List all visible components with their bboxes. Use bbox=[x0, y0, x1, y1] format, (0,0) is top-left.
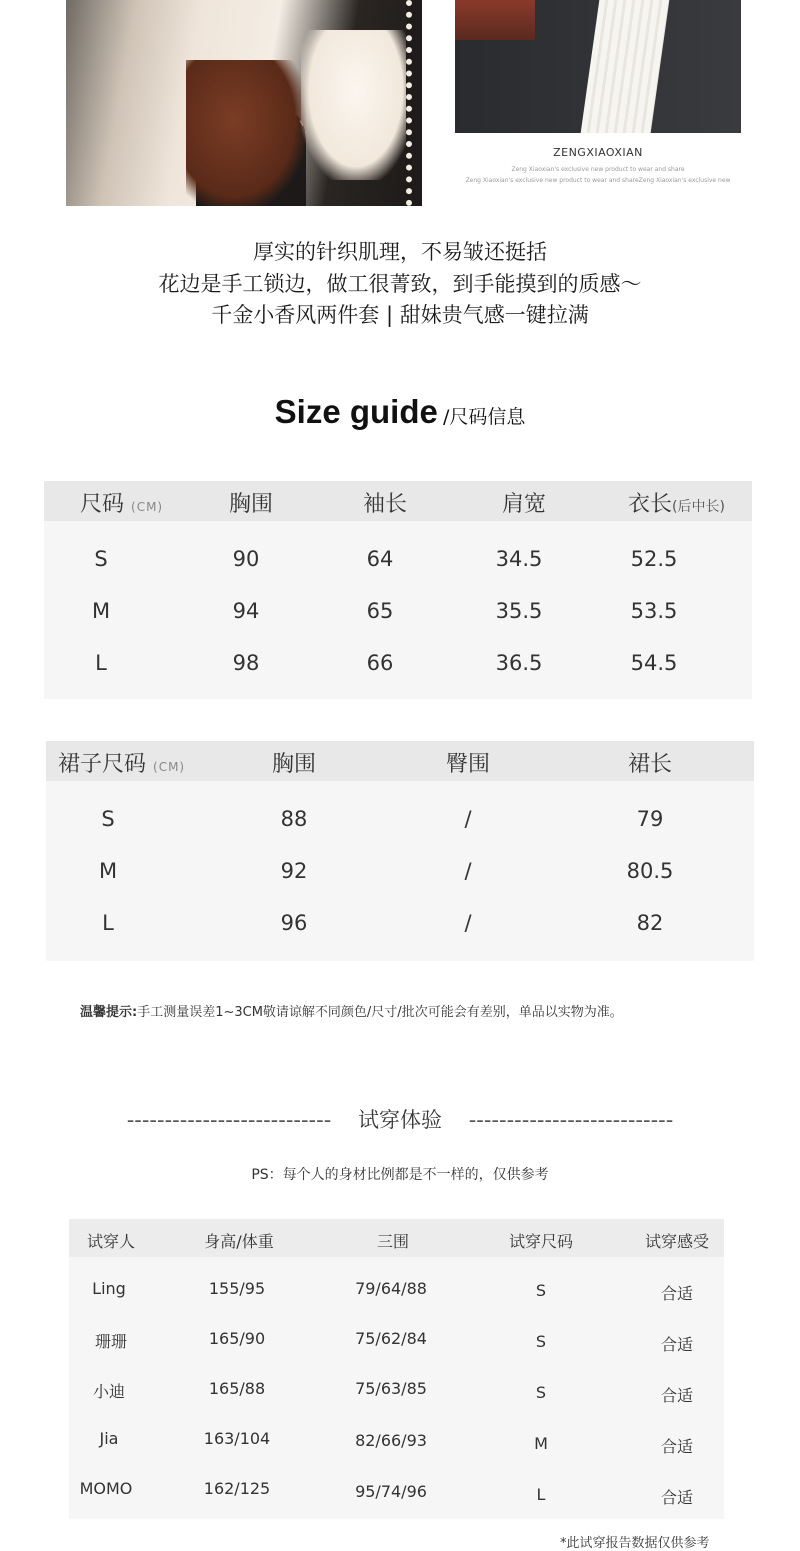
intro-line-2: 花边是手工锁边，做工很菁致，到手能摸到的质感～ bbox=[158, 272, 642, 296]
header-bust: 胸围 bbox=[228, 492, 273, 517]
table-cell: 163/104 bbox=[203, 1429, 271, 1448]
product-photo-detail bbox=[455, 0, 741, 133]
table-cell: MOMO bbox=[79, 1479, 133, 1498]
header-size: 尺码 (CM) bbox=[80, 492, 164, 517]
header-try-size: 试穿尺码 bbox=[508, 1232, 573, 1251]
table-cell: 合适 bbox=[660, 1437, 693, 1456]
table-cell: S bbox=[94, 547, 108, 571]
header-shoulder: 肩宽 bbox=[501, 492, 546, 517]
table-cell: 53.5 bbox=[630, 599, 678, 623]
try-on-table-header bbox=[69, 1219, 724, 1257]
header-sleeve: 袖长 bbox=[362, 492, 407, 517]
header-length: 衣长(后中长) bbox=[628, 492, 725, 517]
table-cell: L bbox=[102, 911, 114, 935]
size-guide-subtitle: /尺码信息 bbox=[442, 406, 526, 428]
table-cell: / bbox=[464, 911, 472, 935]
table-cell: 54.5 bbox=[630, 651, 678, 675]
table-cell: 162/125 bbox=[203, 1479, 271, 1498]
brand-name: ZENGXIAOXIAN bbox=[553, 146, 643, 159]
table-cell: 165/90 bbox=[208, 1329, 266, 1348]
measurement-note bbox=[80, 1001, 760, 1020]
table-cell: 155/95 bbox=[208, 1279, 266, 1298]
intro-line-1: 厚实的针织肌理，不易皱还挺括 bbox=[253, 240, 547, 264]
table-cell: 75/62/84 bbox=[355, 1329, 427, 1348]
try-on-heading: --------------------------- 试穿体验 --------------------------- bbox=[126, 1108, 674, 1132]
table-cell: 88 bbox=[280, 807, 308, 831]
table-cell: L bbox=[536, 1485, 546, 1504]
top-size-table bbox=[44, 481, 752, 699]
table-cell: / bbox=[464, 807, 472, 831]
header-bust: 胸围 bbox=[271, 752, 316, 777]
table-cell: 36.5 bbox=[495, 651, 543, 675]
table-cell: 79/64/88 bbox=[355, 1279, 427, 1298]
skirt-size-table-header bbox=[46, 741, 754, 781]
table-cell: 合适 bbox=[660, 1488, 693, 1507]
footer-note: *此试穿报告数据仅供参考 bbox=[560, 1536, 710, 1551]
table-cell: 65 bbox=[366, 599, 394, 623]
table-cell: 82 bbox=[636, 911, 664, 935]
table-cell: M bbox=[534, 1434, 548, 1453]
table-cell: Ling bbox=[92, 1279, 126, 1298]
table-cell: S bbox=[535, 1383, 547, 1402]
header-skirt-length: 裙长 bbox=[627, 752, 672, 777]
product-photo-model bbox=[66, 0, 422, 206]
table-cell: 90 bbox=[232, 547, 260, 571]
skirt-size-table bbox=[46, 741, 754, 961]
table-cell: 95/74/96 bbox=[355, 1482, 427, 1501]
table-cell: S bbox=[535, 1281, 547, 1300]
brand-tagline-2: Zeng Xiaoxian's exclusive new product to wear and shareZeng Xiaoxian's exclusive new bbox=[465, 177, 731, 184]
try-on-table bbox=[69, 1219, 724, 1519]
table-cell: 165/88 bbox=[208, 1379, 266, 1398]
table-cell: M bbox=[91, 599, 111, 623]
table-cell: 合适 bbox=[660, 1284, 693, 1303]
table-cell: 92 bbox=[280, 859, 308, 883]
header-measurements: 三围 bbox=[376, 1232, 409, 1251]
table-cell: 小迪 bbox=[92, 1382, 125, 1401]
note-label: 温馨提示: bbox=[80, 1005, 138, 1020]
try-on-title: 试穿体验 bbox=[358, 1108, 442, 1132]
size-guide-title: Size guide bbox=[274, 393, 438, 430]
table-cell: 35.5 bbox=[495, 599, 543, 623]
table-cell: 79 bbox=[636, 807, 664, 831]
table-cell: 64 bbox=[366, 547, 394, 571]
top-size-table-header bbox=[44, 481, 752, 521]
table-cell: 珊珊 bbox=[94, 1332, 127, 1351]
header-skirt-size: 裙子尺码 (CM) bbox=[58, 752, 186, 777]
table-cell: 合适 bbox=[660, 1386, 693, 1405]
table-cell: 82/66/93 bbox=[355, 1431, 427, 1450]
header-tester: 试穿人 bbox=[86, 1232, 135, 1251]
header-height-weight: 身高/体重 bbox=[204, 1232, 274, 1251]
size-guide-heading bbox=[0, 393, 800, 431]
table-cell: / bbox=[464, 859, 472, 883]
header-hip: 臀围 bbox=[445, 752, 490, 777]
table-cell: S bbox=[535, 1332, 547, 1351]
table-cell: 96 bbox=[280, 911, 308, 935]
brand-tagline-1: Zeng Xiaoxian's exclusive new product to wear and share bbox=[511, 166, 685, 173]
table-cell: 94 bbox=[232, 599, 260, 623]
table-cell: 98 bbox=[232, 651, 260, 675]
table-cell: 52.5 bbox=[630, 547, 678, 571]
table-cell: Jia bbox=[99, 1429, 119, 1448]
table-cell: S bbox=[101, 807, 115, 831]
table-cell: 34.5 bbox=[495, 547, 543, 571]
intro-line-3: 千金小香风两件套 | 甜妹贵气感一键拉满 bbox=[211, 303, 589, 327]
note-text: 手工测量误差1~3CM敬请谅解不同颜色/尺寸/批次可能会有差别，单品以实物为准。 bbox=[137, 1005, 623, 1020]
table-cell: 合适 bbox=[660, 1335, 693, 1354]
table-cell: L bbox=[95, 651, 107, 675]
table-cell: 66 bbox=[366, 651, 394, 675]
table-cell: 75/63/85 bbox=[355, 1379, 427, 1398]
table-cell: M bbox=[98, 859, 118, 883]
header-feeling: 试穿感受 bbox=[644, 1232, 709, 1251]
try-on-ps: PS：每个人的身材比例都是不一样的，仅供参考 bbox=[251, 1167, 549, 1183]
table-cell: 80.5 bbox=[626, 859, 674, 883]
